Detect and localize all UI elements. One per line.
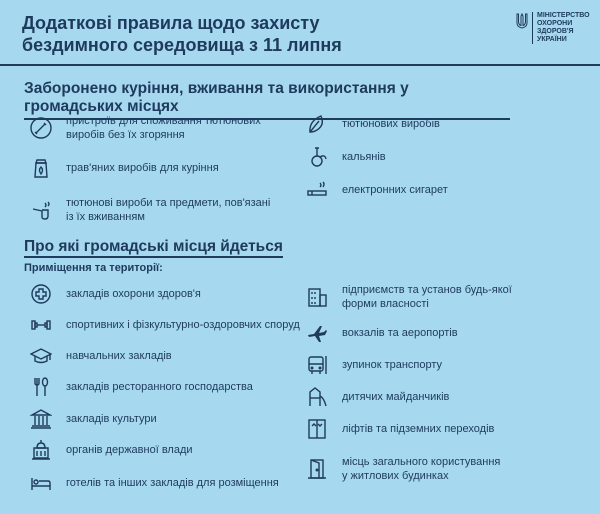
door-icon [306,458,328,480]
prohibited-item-text: трав'яних виробів для куріння [66,162,219,174]
places-section-title [24,238,283,256]
prohibited-section-title: Заборонено куріння, вживання та використання у громадських місцях [24,80,510,120]
prohibited-item-hookah [306,146,386,168]
places-section-title-text: Про які громадські місця йдеться [24,238,283,258]
tobacco-leaf-icon [306,113,328,135]
place-item-elevators: ліфтів та підземних переходів [306,418,494,440]
place-item-hotels: готелів та інших закладів для розміщення [30,472,279,494]
ministry-name [532,12,592,44]
place-item-stations: вокзалів та аеропортів [306,322,458,344]
ministry-logo [516,12,596,44]
ministry-name-line-3: ЗДОРОВ'Я [537,28,574,35]
herbal-pouch-icon [30,157,52,179]
medical-cross-icon [30,283,52,305]
page-title-line-1: Додаткові правила щодо захисту [22,13,320,33]
place-item-enterprises: підприємств та установ будь-якої форми власності [306,283,512,311]
place-item-restaurants: закладів ресторанного господарства [30,376,253,398]
place-item-transport-stops: зупинок транспорту [306,354,442,376]
place-item-playgrounds: дитячих майданчиків [306,386,449,408]
prohibited-item-text: кальянів [342,151,386,163]
place-item-healthcare: закладів охорони здоров'я [30,283,201,305]
prohibited-item-text: електронних сигарет [342,184,448,196]
fork-spoon-icon [30,376,52,398]
pipe-icon [30,199,52,221]
hookah-icon [306,146,328,168]
museum-icon [30,408,52,430]
e-cigarette-icon [306,179,328,201]
vape-pen-icon [30,117,52,139]
prohibited-item-e-cigarette [306,179,448,201]
page-title [22,12,382,56]
graduation-cap-icon [30,345,52,367]
dumbbell-icon [30,314,52,336]
ministry-name-line-1: МІНІСТЕРСТВО [537,12,590,19]
prohibited-item-text: тютюнових виробів [342,118,440,130]
page-title-line-2: бездимного середовища з 11 липня [22,35,342,55]
office-building-icon [306,286,328,308]
prohibited-item-text: тютюнові вироби та предмети, пов'язані із їх вживанням [66,197,271,223]
elevator-icon [306,418,328,440]
ministry-name-line-2: ОХОРОНИ [537,20,573,27]
place-item-culture: закладів культури [30,408,157,430]
prohibited-item-tobacco [306,113,440,135]
ministry-name-line-4: УКРАЇНИ [537,36,567,43]
place-item-sports: спортивних і фізкультурно-оздоровчих споруд [30,314,300,336]
prohibited-item-herbal [30,157,219,179]
prohibited-item-text: пристроїв для споживання тютюнових виробів без їх згоряння [66,115,261,141]
hotel-bed-icon [30,472,52,494]
playground-slide-icon [306,386,328,408]
header [0,0,600,66]
bus-stop-icon [306,354,328,376]
prohibited-item-pipe [30,196,270,224]
government-building-icon [30,439,52,461]
place-item-government: органів державної влади [30,439,193,461]
place-item-education: навчальних закладів [30,345,172,367]
trident-icon [516,13,528,29]
place-item-residential-common: місць загального користування у житлових будинках [306,455,500,483]
places-subheading: Приміщення та території: [24,262,163,274]
prohibited-item-heated-tobacco [30,114,261,142]
airplane-icon [306,322,328,344]
